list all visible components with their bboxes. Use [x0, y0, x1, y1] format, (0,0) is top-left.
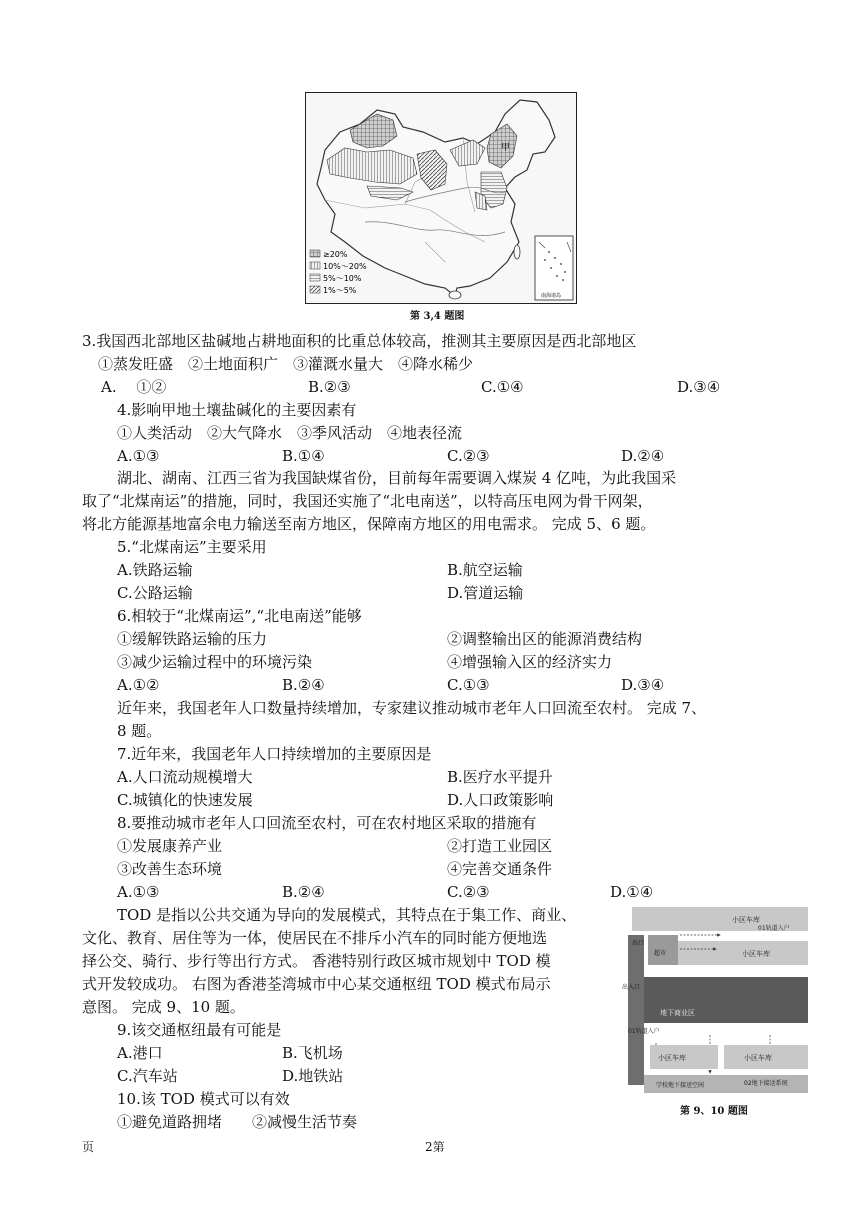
q4-option-c: C.②③ [447, 447, 490, 465]
tod-garage-3: 小区车库 [658, 1054, 686, 1062]
tod-school: 学校地下接送空间 [656, 1082, 705, 1089]
tod-rail-entry-2: 01轨道入户 [628, 1028, 660, 1035]
q9-option-d: D.地铁站 [282, 1067, 344, 1085]
intro910-line: TOD 是指以公共交通为导向的发展模式，其特点在于集工作、商业、 [117, 906, 577, 924]
q7-option-c: C.城镇化的快速发展 [117, 791, 253, 809]
q8-option-d: D.①④ [610, 883, 654, 901]
legend-label: ≥20% [323, 250, 348, 259]
q5-option-d: D.管道运输 [447, 584, 524, 602]
q9-option-b: B.飞机场 [282, 1044, 343, 1062]
q8-item: ①发展康养产业 [117, 837, 223, 855]
q3-items: ①蒸发旺盛 ②土地面积广 ③灌溉水量大 ④降水稀少 [98, 355, 474, 373]
tod-caption: 第 9、10 题图 [680, 1106, 748, 1117]
q5-option-b: B.航空运输 [447, 561, 523, 579]
q8-option-b: B.②④ [282, 883, 325, 901]
intro910-line: 式开发较成功。 右图为香港荃湾城市中心某交通枢纽 TOD 模式布局示 [82, 975, 551, 993]
q6-item: ④增强输入区的经济实力 [447, 653, 613, 671]
tod-garage-2: 小区车库 [742, 950, 770, 958]
q3-option-c: C.①④ [481, 378, 524, 396]
q3-option-a: A. ①② [101, 378, 167, 396]
q5-option-a: A.铁路运输 [117, 561, 193, 579]
q10-stem: 10.该 TOD 模式可以有效 [117, 1090, 290, 1108]
q8-option-a: A.①③ [117, 883, 160, 901]
q7-option-a: A.人口流动规模增大 [117, 768, 253, 786]
q10-items: ①避免道路拥堵 ②减慢生活节奏 [117, 1113, 358, 1131]
q4-option-d: D.②④ [621, 447, 665, 465]
intro56-line: 湖北、湖南、江西三省为我国缺煤省份，目前每年需要调入煤炭 4 亿吨，为此我国采 [117, 469, 677, 487]
legend-label: 1%～5% [323, 286, 357, 295]
legend-label: 5%～10% [323, 274, 362, 283]
q4-items: ①人类活动 ②大气降水 ③季风活动 ④地表径流 [117, 424, 463, 442]
q9-stem: 9.该交通枢纽最有可能是 [117, 1021, 282, 1039]
intro910-line: 意图。 完成 9、10 题。 [82, 998, 245, 1016]
q6-option-c: C.①③ [447, 676, 490, 694]
q9-option-c: C.汽车站 [117, 1067, 178, 1085]
china-map [305, 92, 577, 304]
intro78-line: 8 题。 [117, 722, 162, 740]
south-china-sea-inset [535, 236, 573, 300]
intro910-line: 择公交、骑行、步行等出行方式。 香港特别行政区城市规划中 TOD 模 [82, 952, 551, 970]
q7-option-b: B.医疗水平提升 [447, 768, 553, 786]
q6-item: ③减少运输过程中的环境污染 [117, 653, 313, 671]
map-caption: 第 3,4 题图 [410, 311, 465, 322]
q6-stem: 6.相较于“北煤南运”,“北电南送”能够 [117, 607, 362, 625]
q3-option-b: B.②③ [308, 378, 351, 396]
q3-stem: 3.我国西北部地区盐碱地占耕地面积的比重总体较高，推测其主要原因是西北部地区 [82, 332, 637, 350]
intro56-line: 将北方能源基地富余电力输送至南方地区，保障南方地区的用电需求。 完成 5、6 题。 [82, 515, 656, 533]
q6-option-a: A.①② [117, 676, 160, 694]
q6-option-d: D.③④ [621, 676, 665, 694]
q8-item: ③改善生态环境 [117, 860, 223, 878]
inset-label: 南海诸岛 [541, 293, 562, 299]
intro56-line: 取了“北煤南运”的措施，同时，我国还实施了“北电南送”，以特高压电网为骨干网架， [82, 492, 653, 510]
q4-stem: 4.影响甲地土壤盐碱化的主要因素有 [117, 401, 357, 419]
tod-rail-entry-1: 01轨道入户 [758, 925, 790, 932]
tod-mall: 地下商业区 [660, 1009, 695, 1017]
legend-label: 10%～20% [323, 262, 367, 271]
tod-shuttle: 02地下接送系统 [744, 1080, 788, 1087]
intro910-line: 文化、教育、居住等为一体，使居民在不排斥小汽车的同时能方便地选 [82, 929, 548, 947]
tod-garage-4: 小区车库 [744, 1054, 772, 1062]
q8-stem: 8.要推动城市老年人口回流至农村，可在农村地区采取的措施有 [117, 814, 537, 832]
q6-item: ①缓解铁路运输的压力 [117, 630, 268, 648]
q8-item: ④完善交通条件 [447, 860, 553, 878]
tod-exit: 出口 [632, 940, 645, 947]
q3-option-d: D.③④ [677, 378, 721, 396]
intro78-line: 近年来，我国老年人口数量持续增加，专家建议推动城市老年人口回流至农村。 完成 7、 [117, 699, 707, 717]
q4-option-b: B.①④ [282, 447, 325, 465]
region-label-jia: 甲 [501, 143, 511, 153]
q7-stem: 7.近年来，我国老年人口持续增加的主要原因是 [117, 745, 432, 763]
tod-garage-1: 小区车库 [732, 916, 760, 924]
page-number: 2第 [425, 1140, 445, 1154]
tod-layout-diagram [620, 905, 810, 1097]
tod-entrance: 出入口 [622, 984, 641, 991]
q6-option-b: B.②④ [282, 676, 325, 694]
tod-supermarket: 超市 [654, 950, 667, 957]
q8-option-c: C.②③ [447, 883, 490, 901]
q5-option-c: C.公路运输 [117, 584, 193, 602]
q7-option-d: D.人口政策影响 [447, 791, 554, 809]
q8-item: ②打造工业园区 [447, 837, 553, 855]
q6-item: ②调整输出区的能源消费结构 [447, 630, 643, 648]
q4-option-a: A.①③ [117, 447, 160, 465]
footer-left: 页 [82, 1140, 95, 1154]
map-figure [305, 92, 577, 304]
q9-option-a: A.港口 [117, 1044, 163, 1062]
tod-figure [620, 905, 810, 1097]
q5-stem: 5.“北煤南运”主要采用 [117, 538, 267, 556]
